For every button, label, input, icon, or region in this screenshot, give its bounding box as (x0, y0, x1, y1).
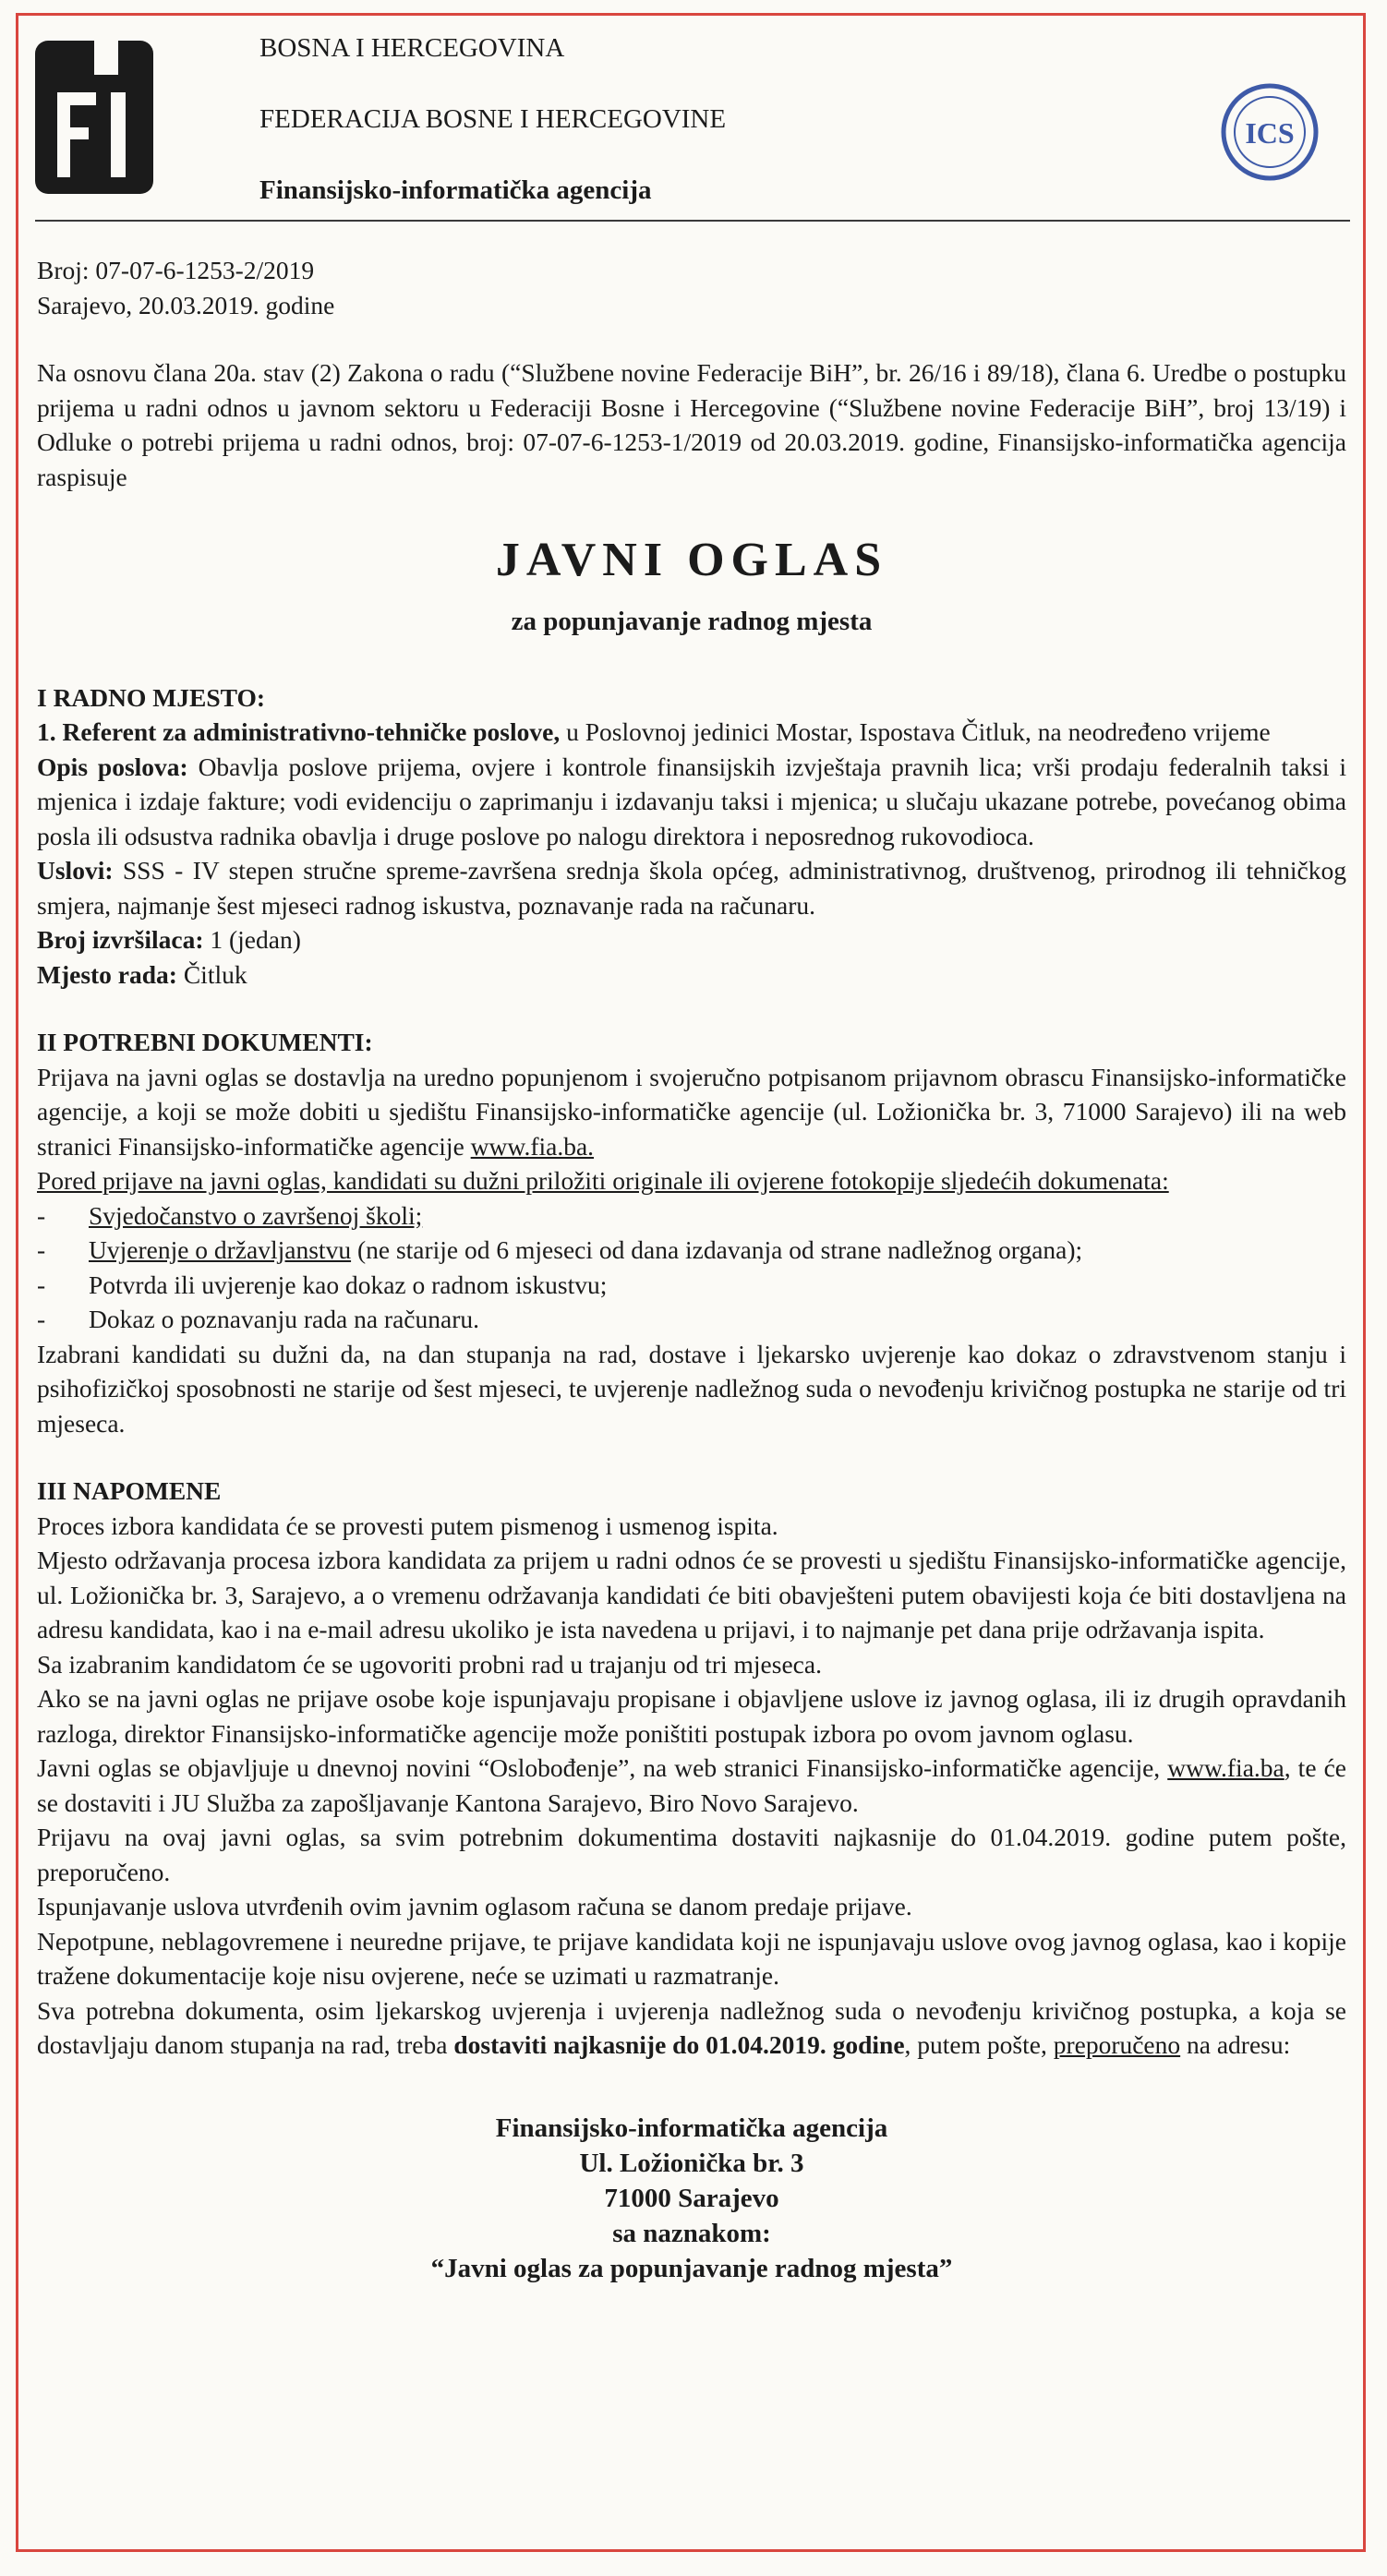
list-item (37, 1268, 1346, 1303)
conditions-text: SSS - IV stepen stručne spreme-završena srednja škola općeg, administrativnog, društvenog, prirodnog ili tehničkog smjera, najmanje šest mjeseci radnog iskustva, poznavanje rada na računaru. (37, 856, 1346, 920)
position-title: 1. Referent za administrativno-tehničke poslove, (37, 717, 561, 746)
notes-paragraph: Mjesto održavanja procesa izbora kandidata za prijem u radni odnos će se provesti u sjedištu Finansijsko-informatičke agencije, ul. Ložionička br. 3, Sarajevo, a o vremenu održavanja kandidati će biti obavješteni putem obavijesti koja će biti dostavljena na adresu kandidata, kao i na e-mail adresu ukoliko je ista navedena u prijavi, i to najmanje pet dana prije održavanja ispita. (37, 1546, 1346, 1643)
duties-text: Obavlja poslove prijema, ovjere i kontrole finansijskih izvještaja pravnih lica; vrši prodaju federalnih taksi i mjenica i izdaje fakture; vodi evidenciju o zaprimanju i izdavanju taksi i mjenica; u slučaju ukazane potrebe, povećanog obima posla ili odsustva radnika obavlja i druge poslove po nalogu direktora i neposrednog rukovodioca. (37, 752, 1346, 850)
document-place-date: Sarajevo, 20.03.2019. godine (37, 290, 335, 319)
location-label: Mjesto rada: (37, 959, 177, 989)
publication-rest: , te će se dostaviti i JU Služba za zapošljavanje Kantona Sarajevo, Biro Novo Sarajevo. (37, 1753, 1346, 1817)
list-item-text: Dokaz o poznavanju rada na računaru. (89, 1305, 479, 1333)
documents-intro (37, 1163, 1346, 1198)
documents-intro-text: Pored prijave na javni oglas, kandidati su dužni priložiti originale ili ovjerene fotokopije sljedećih dokumenata: (37, 1166, 1169, 1195)
publication-text: Javni oglas se objavljuje u dnevnoj novini “Oslobođenje”, na web stranici Finansijsko-informatičke agencije, (37, 1753, 1168, 1782)
deadline-bold: dostaviti najkasnije do 01.04.2019. godine (453, 2030, 905, 2059)
deadline-mid: , putem pošte, (904, 2030, 1054, 2059)
conditions-paragraph (37, 853, 1346, 922)
notes-paragraph: Prijavu na ovaj javni oglas, sa svim potrebnim dokumentima dostaviti najkasnije do 01.04.2019. godine putem pošte, preporučeno. (37, 1823, 1346, 1886)
list-item (37, 1233, 1346, 1268)
address-line: sa naznakom: (612, 2218, 771, 2248)
conditions-label: Uslovi: (37, 856, 114, 885)
list-item (37, 1198, 1346, 1234)
section-heading-1: I RADNO MJESTO: (37, 682, 266, 712)
notes-paragraph: Ispunjavanje uslova utvrđenih ovim javnim oglasom računa se danom predaje prijave. (37, 1892, 912, 1920)
document-body (37, 253, 1346, 2286)
executors-paragraph (37, 922, 1346, 957)
position-paragraph (37, 715, 1346, 750)
list-dash: - (37, 1200, 46, 1230)
list-item-underlined: Uvjerenje o državljanstvu (89, 1235, 352, 1264)
notes-paragraph: Ako se na javni oglas ne prijave osobe koje ispunjavaju propisane i objavljene uslove iz javnog oglasa, ili iz drugih opravdanih razloga, direktor Finansijsko-informatičke agencije može poništiti postupak izbora po ovom javnom oglasu. (37, 1684, 1346, 1748)
duties-label: Opis poslova: (37, 752, 188, 781)
executors-label: Broj izvršilaca: (37, 925, 204, 954)
section-heading-2: II POTREBNI DOKUMENTI: (37, 1028, 373, 1056)
list-dash: - (37, 1235, 46, 1264)
header-country: BOSNA I HERCEGOVINA (259, 33, 565, 63)
address-block (37, 2111, 1346, 2286)
address-line: Finansijsko-informatička agencija (495, 2113, 888, 2143)
notes-paragraph (37, 1993, 1346, 2063)
address-line: Ul. Ložionička br. 3 (579, 2148, 804, 2178)
location-paragraph (37, 957, 1346, 993)
fi-logo (33, 39, 155, 196)
page-title: JAVNI OGLAS (495, 534, 888, 586)
notes-paragraph (37, 1751, 1346, 1820)
list-item (37, 1302, 1346, 1337)
list-item-underlined: Svjedočanstvo o završenoj školi; (89, 1200, 423, 1230)
application-paragraph (37, 1060, 1346, 1164)
website-link[interactable]: www.fia.ba (1167, 1753, 1284, 1782)
deadline-underlined: preporučeno (1053, 2030, 1181, 2059)
section-heading-3: III NAPOMENE (37, 1476, 222, 1505)
duties-paragraph (37, 750, 1346, 854)
address-line: 71000 Sarajevo (604, 2183, 779, 2213)
header-divider (35, 220, 1350, 222)
list-item-text: Potvrda ili uvjerenje kao dokaz o radnom iskustvu; (89, 1270, 608, 1299)
notes-paragraph: Proces izbora kandidata će se provesti putem pismenog i usmenog ispita. (37, 1511, 778, 1540)
document-number: Broj: 07-07-6-1253-2/2019 (37, 256, 315, 284)
ics-badge (1219, 81, 1321, 183)
deadline-text: Sva potrebna dokumenta, osim ljekarskog uvjerenja i uvjerenja nadležnog suda o nevođenju krivičnog postupka, a koja se dostavljaju danom stupanja na rad, treba (37, 1995, 1346, 2059)
position-details: u Poslovnoj jedinici Mostar, Ispostava Čitluk, na neodređeno vrijeme (560, 717, 1271, 746)
address-line: “Javni oglas za popunjavanje radnog mjesta” (430, 2253, 953, 2283)
notes-paragraph: Nepotpune, neblagovremene i neuredne prijave, te prijave kandidata koji ne ispunjavaju uslove ovog javnog oglasa, kao i kopije tražene dokumentacije koje nisu ovjerene, neće se uzimati u razmatranje. (37, 1926, 1346, 1990)
header-agency: Finansijsko-informatička agencija (259, 175, 652, 205)
header-federation: FEDERACIJA BOSNE I HERCEGOVINE (259, 104, 727, 134)
list-dash: - (37, 1305, 46, 1333)
deadline-rest: na adresu: (1180, 2030, 1291, 2059)
ics-badge-text: ICS (1245, 116, 1295, 150)
medical-certificate-paragraph: Izabrani kandidati su dužni da, na dan stupanja na rad, dostave i ljekarsko uvjerenje kao dokaz o zdravstvenom stanju i psihofizičkoj sposobnosti ne starije od šest mjeseci, te uvjerenje nadležnog suda o nevođenju krivičnog postupka ne starije od tri mjeseca. (37, 1339, 1346, 1438)
location-text: Čitluk (176, 959, 247, 989)
executors-text: 1 (jedan) (203, 925, 301, 954)
application-text: Prijava na javni oglas se dostavlja na uredno popunjenom i svojeručno potpisanom prijavnom obrascu Finansijsko-informatičke agencije, a koji se može dobiti u sjedištu Finansijsko-informatičke agencije (ul. Ložionička br. 3, 71000 Sarajevo) ili na web stranici Finansijsko-informatičke agencije (37, 1062, 1346, 1161)
website-link[interactable]: www.fia.ba. (470, 1131, 595, 1161)
list-item-text: (ne starije od 6 mjeseci od dana izdavanja od strane nadležnog organa); (351, 1235, 1083, 1264)
intro-paragraph: Na osnovu člana 20a. stav (2) Zakona o radu (“Službene novine Federacije BiH”, br. 26/16 i 89/18), člana 6. Uredbe o postupku prijema u radni odnos u javnom sektoru u Federaciji Bosne i Hercegovine (“Službene novine Federacije BiH”, broj 13/19) i Odluke o potrebi prijema u radni odnos, broj: 07-07-6-1253-1/2019 od 20.03.2019. godine, Finansijsko-informatička agencija raspisuje (37, 358, 1346, 491)
list-dash: - (37, 1270, 46, 1299)
page-subtitle: za popunjavanje radnog mjesta (511, 607, 873, 636)
notes-paragraph: Sa izabranim kandidatom će se ugovoriti probni rad u trajanju od tri mjeseca. (37, 1649, 822, 1679)
